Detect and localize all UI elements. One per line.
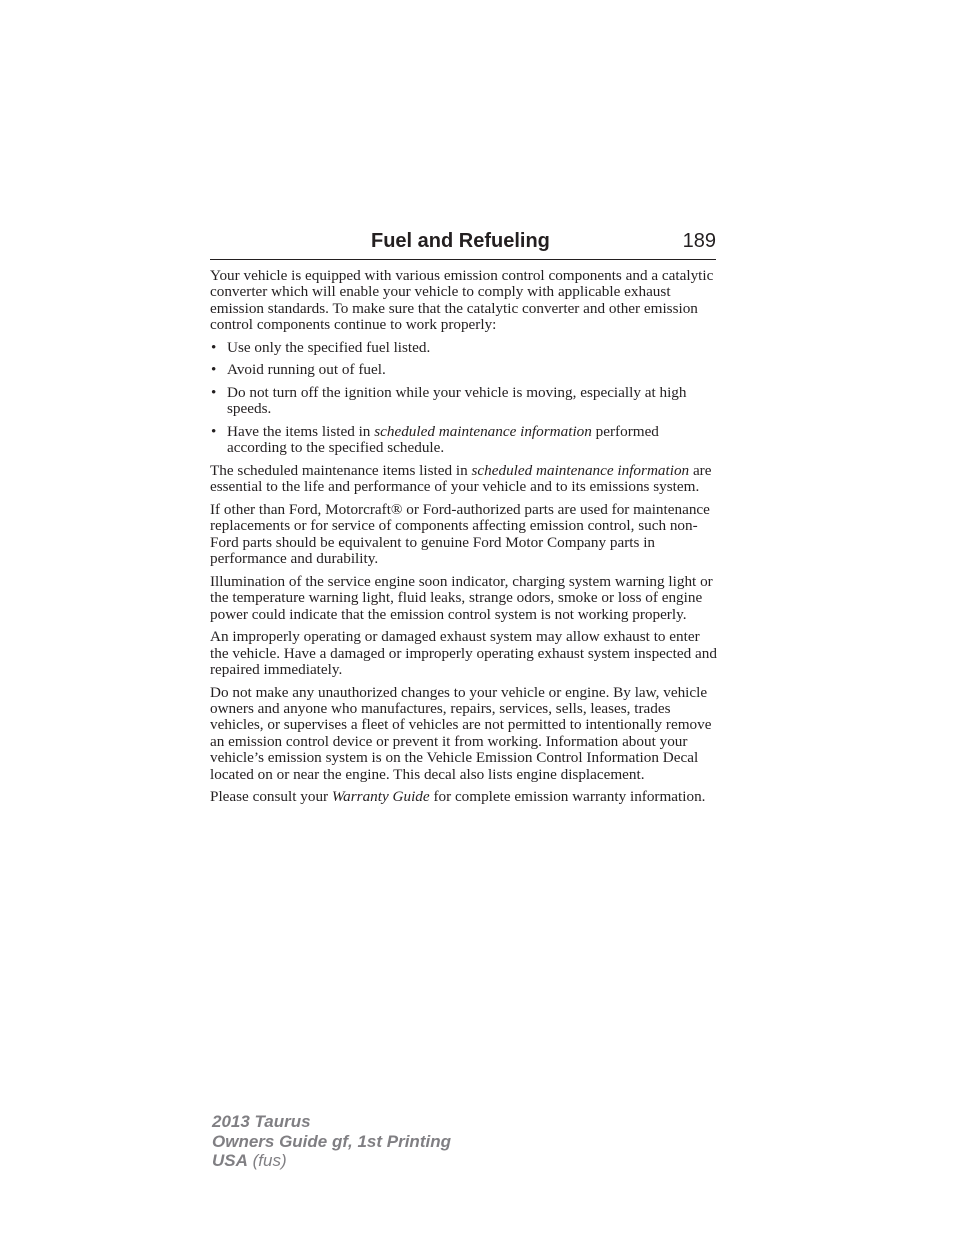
section-title: Fuel and Refueling [371, 230, 550, 252]
page-header [210, 229, 716, 260]
bullet-icon: • [211, 384, 217, 401]
footer-model: 2013 Taurus [212, 1112, 311, 1131]
bullet-icon: • [211, 361, 217, 379]
page-number: 189 [682, 230, 716, 252]
warranty-paragraph: Please consult your Warranty Guide for complete emission warranty information. [210, 788, 706, 806]
changes-paragraph: Do not make any unauthorized changes to your vehicle or engine. By law, vehicle owners and anyone who manufactures, repairs, services, sells, leases, trades vehicles, or supervises a fleet of vehicles are not permitted to intentionally remove an emission control device or prevent it from working. Information about your vehicle’s emission system is on the Vehicle Emission Control Information Decal located on or near the engine. This decal also lists engine displacement. [210, 683, 712, 783]
bullet-list [210, 340, 720, 457]
list-item: • Have the items listed in scheduled maintenance information performed according to the specified schedule. [211, 423, 659, 457]
list-item: • Avoid running out of fuel. [211, 361, 386, 379]
indicator-paragraph: Illumination of the service engine soon indicator, charging system warning light or the temperature warning light, fluid leaks, strange odors, smoke or loss of engine power could indicate that the emission control system is not working properly. [210, 572, 713, 623]
bullet-icon: • [211, 338, 217, 356]
list-item: • Do not turn off the ignition while your vehicle is moving, especially at high speeds. [211, 384, 687, 418]
intro-paragraph: Your vehicle is equipped with various emission control components and a catalytic converter which will enable your vehicle to comply with applicable exhaust emission standards. To make sure that the catalytic converter and other emission control components continue to work properly: [210, 267, 714, 334]
emphasis: scheduled maintenance information [374, 423, 592, 440]
emphasis: scheduled maintenance information [471, 462, 690, 479]
list-item: • Use only the specified fuel listed. [211, 338, 431, 356]
body-text [210, 268, 720, 812]
exhaust-paragraph: An improperly operating or damaged exhaust system may allow exhaust to enter the vehicle. Have a damaged or improperly operating exhaust system inspected and repaired immediately. [210, 628, 717, 679]
footer-region: USA (fus) [212, 1151, 287, 1170]
emphasis: Warranty Guide [331, 788, 430, 806]
page-footer [212, 1112, 451, 1171]
maintenance-paragraph: The scheduled maintenance items listed in scheduled maintenance information are essential to the life and performance of your vehicle and to its emissions system. [210, 462, 712, 496]
parts-paragraph: If other than Ford, Motorcraft® or Ford-authorized parts are used for maintenance replacements or for service of components affecting emission control, such non-Ford parts should be equivalent to genuine Ford Motor Company parts in performance and durability. [210, 501, 710, 568]
footer-guide: Owners Guide gf, 1st Printing [212, 1131, 451, 1151]
bullet-icon: • [211, 423, 217, 440]
